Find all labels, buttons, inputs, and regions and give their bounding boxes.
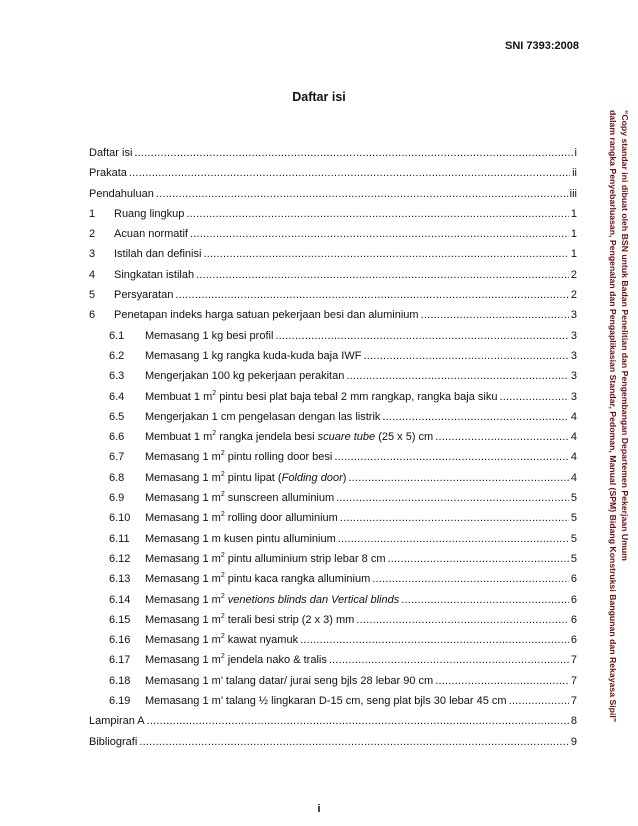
toc-entry-text: Memasang 1 m kusen pintu alluminium xyxy=(145,532,336,545)
toc-entry-text: Memasang 1 $m^2$ venetions blinds dan Vertical blinds xyxy=(145,592,400,606)
toc-entry-text: Memasang 1 $m^2$ terali besi strip (2 x 3) mm xyxy=(145,612,355,626)
toc-section-number: 6.12 xyxy=(109,552,131,565)
toc-entry-6-1[interactable] xyxy=(89,326,577,346)
toc-entry-6-12[interactable] xyxy=(89,549,577,569)
toc-page-number: 1 xyxy=(570,207,577,220)
toc-entry-6-19[interactable] xyxy=(89,691,577,711)
toc-entry-6-13[interactable] xyxy=(89,569,577,589)
copyright-side-note xyxy=(607,110,630,723)
toc-page-number: 3 xyxy=(570,349,577,362)
toc-entry-text: Memasang 1 $m^2$ pintu kaca rangka alluminium xyxy=(145,572,371,586)
dot-leader xyxy=(348,468,568,488)
dot-leader xyxy=(196,265,569,285)
toc-entry-text: Memasang 1 $m^2$ pintu rolling door besi xyxy=(145,450,333,464)
toc-entry-text: Daftar isi xyxy=(89,147,133,159)
toc-entry-text: Ruang lingkup xyxy=(114,207,185,220)
toc-entry-text: Pendahuluan xyxy=(89,187,154,200)
toc-entry-pendahuluan[interactable] xyxy=(89,184,577,204)
dot-leader xyxy=(340,508,569,528)
dot-leader xyxy=(156,184,568,204)
toc-entry-6-15[interactable] xyxy=(89,610,577,630)
toc-section-number: 6 xyxy=(89,309,96,322)
toc-entry-text: Istilah dan definisi xyxy=(114,248,202,261)
dot-leader xyxy=(329,650,569,670)
toc-entry-2[interactable] xyxy=(89,224,577,244)
toc-page-number: 7 xyxy=(570,695,577,708)
toc-entry-text: Membuat 1 $m^2$ rangka jendela besi scuare tube (25 x 5) cm xyxy=(145,430,434,444)
toc-entry-3[interactable] xyxy=(89,244,577,264)
toc-page-number: 2 xyxy=(570,268,577,281)
toc-section-number: 6.5 xyxy=(109,410,125,423)
toc-page-number: 5 xyxy=(570,532,577,545)
toc-entry-text: Memasang 1 kg rangka kuda-kuda baja IWF xyxy=(145,349,362,362)
dot-leader xyxy=(435,671,569,691)
toc-entry-6-2[interactable] xyxy=(89,346,577,366)
toc-section-number: 6.1 xyxy=(109,329,125,342)
toc-section-number: 6.6 xyxy=(109,431,125,444)
toc-page-number: 5 xyxy=(570,492,577,505)
toc-page-number: 2 xyxy=(570,289,577,302)
dot-leader xyxy=(139,732,569,752)
toc-section-number: 6.11 xyxy=(109,532,130,545)
toc-entry-text: Memasang 1 $m^2$ pintu lipat (Folding door) xyxy=(145,470,347,484)
document-code: SNI 7393:2008 xyxy=(505,40,579,52)
toc-section-number: 6.15 xyxy=(109,613,131,626)
toc-entry-1[interactable] xyxy=(89,204,577,224)
toc-page-number: 6 xyxy=(570,593,577,606)
toc-page-number: 4 xyxy=(570,451,577,464)
toc-page-number: 3 xyxy=(570,329,577,342)
toc-section-number: 6.19 xyxy=(109,695,131,708)
toc-entry-6-7[interactable] xyxy=(89,447,577,467)
toc-entry-6-3[interactable] xyxy=(89,366,577,386)
toc-page-number: 5 xyxy=(570,512,577,525)
dot-leader xyxy=(134,143,572,163)
dot-leader xyxy=(336,488,569,508)
toc-section-number: 6.13 xyxy=(109,573,131,586)
toc-page-number: 3 xyxy=(570,370,577,383)
toc-page-number: ii xyxy=(572,167,577,180)
toc-section-number: 6.16 xyxy=(109,634,131,647)
toc-section-number: 6.3 xyxy=(109,370,125,383)
toc-section-number: 4 xyxy=(89,268,96,281)
toc-entry-text: Memasang 1 $m^2$ pintu alluminium strip lebar 8 cm xyxy=(145,551,386,565)
toc-page-number: 1 xyxy=(570,228,577,241)
toc-entry-6-4[interactable] xyxy=(89,387,577,407)
toc-entry-text: Memasang 1 m’ talang datar/ jurai seng bjls 28 lebar 90 cm xyxy=(145,674,434,687)
dot-leader xyxy=(356,610,569,630)
toc-entry-lampiran-a[interactable] xyxy=(89,711,577,731)
toc-page-number: 7 xyxy=(570,674,577,687)
toc-entry-text: Acuan normatif xyxy=(114,228,188,241)
toc-page-number: 9 xyxy=(570,735,577,748)
toc-section-number: 6.10 xyxy=(109,512,131,525)
toc-page-number: 1 xyxy=(570,248,577,261)
dot-leader xyxy=(275,326,568,346)
page-title: Daftar isi xyxy=(292,90,346,104)
dot-leader xyxy=(129,163,570,183)
dot-leader xyxy=(203,244,568,264)
dot-leader xyxy=(147,711,569,731)
dot-leader xyxy=(186,204,569,224)
dot-leader xyxy=(338,529,569,549)
toc-entry-6-8[interactable] xyxy=(89,468,577,488)
toc-entry-text: Memasang 1 $m^2$ jendela nako & tralis xyxy=(145,653,327,667)
toc-entry-text: Mengerjakan 100 kg pekerjaan perakitan xyxy=(145,370,345,383)
toc-entry-daftar-isi[interactable] xyxy=(89,143,577,163)
toc-section-number: 3 xyxy=(89,248,96,261)
toc-entry-6-6[interactable] xyxy=(89,427,577,447)
toc-entry-text: Penetapan indeks harga satuan pekerjaan besi dan aluminium xyxy=(114,309,419,322)
toc-page-number: 5 xyxy=(570,552,577,565)
toc-section-number: 6.17 xyxy=(109,654,131,667)
toc-page-number: 3 xyxy=(570,390,577,403)
toc-entry-text: Memasang 1 $m^2$ rolling door alluminium xyxy=(145,511,338,525)
toc-entry-4[interactable] xyxy=(89,265,577,285)
dot-leader xyxy=(190,224,569,244)
dot-leader xyxy=(499,387,568,407)
side-note-line-1: “Copy standar ini dibuat oleh BSN untuk Badan Penelitian dan Pengembangan Departemen Pekerjaan Umum xyxy=(620,110,630,561)
toc-entry-6-14[interactable] xyxy=(89,590,577,610)
toc-entry-text: Memasang 1 m’ talang ½ lingkaran D-15 cm, seng plat bjls 30 lebar 45 cm xyxy=(145,695,507,708)
toc-section-number: 6.7 xyxy=(109,451,125,464)
toc-section-number: 6.8 xyxy=(109,471,125,484)
toc-section-number: 2 xyxy=(89,228,96,241)
page-number: i xyxy=(317,803,321,815)
toc-entry-text: Singkatan istilah xyxy=(114,268,195,281)
toc-section-number: 6.18 xyxy=(109,674,131,687)
dot-leader xyxy=(509,691,569,711)
toc-entry-6-17[interactable] xyxy=(89,650,577,670)
dot-leader xyxy=(300,630,569,650)
toc-section-number: 6.4 xyxy=(109,390,125,403)
toc-section-number: 6.14 xyxy=(109,593,131,606)
toc-entry-text: Memasang 1 $m^2$ sunscreen alluminium xyxy=(145,491,335,505)
toc-page-number: 4 xyxy=(570,471,577,484)
toc-page-number: 6 xyxy=(570,613,577,626)
toc-section-number: 1 xyxy=(89,207,96,220)
toc-entry-text: Bibliografi xyxy=(89,735,138,748)
toc-entry-6-18[interactable] xyxy=(89,671,577,691)
toc-page-number: 4 xyxy=(570,431,577,444)
dot-leader xyxy=(421,305,569,325)
toc-entry-text: Membuat 1 $m^2$ pintu besi plat baja tebal 2 mm rangkap, rangka baja siku xyxy=(145,389,498,403)
toc-entry-6-16[interactable] xyxy=(89,630,577,650)
toc-section-number: 5 xyxy=(89,289,96,302)
dot-leader xyxy=(346,366,569,386)
dot-leader xyxy=(175,285,569,305)
table-of-contents xyxy=(89,143,577,752)
dot-leader xyxy=(382,407,568,427)
dot-leader xyxy=(435,427,569,447)
toc-entry-text: Lampiran A xyxy=(89,715,145,728)
toc-page-number: i xyxy=(574,147,577,159)
toc-entry-text: Memasang 1 kg besi profil xyxy=(145,329,274,342)
toc-entry-5[interactable] xyxy=(89,285,577,305)
toc-page-number: 7 xyxy=(570,654,577,667)
toc-entry-6[interactable] xyxy=(89,305,577,325)
toc-entry-bibliografi[interactable] xyxy=(89,732,577,752)
toc-page-number: 6 xyxy=(570,573,577,586)
toc-page-number: 4 xyxy=(570,410,577,423)
toc-page-number: 6 xyxy=(570,634,577,647)
toc-entry-text: Persyaratan xyxy=(114,289,174,302)
toc-entry-6-9[interactable] xyxy=(89,488,577,508)
toc-section-number: 6.9 xyxy=(109,492,125,505)
toc-entry-6-10[interactable] xyxy=(89,508,577,528)
toc-section-number: 6.2 xyxy=(109,349,125,362)
toc-page-number: 8 xyxy=(570,715,577,728)
side-note-line-2: dalam rangka Penyebarluasan, Pengenalan dan Pengaplikasian Standar, Pedoman, Manual (SPM) Bidang Konstruksi Bangunan dan Rekayasa Sipil” xyxy=(608,110,619,723)
dot-leader xyxy=(334,447,569,467)
toc-entry-prakata[interactable] xyxy=(89,163,577,183)
dot-leader xyxy=(401,590,569,610)
dot-leader xyxy=(363,346,568,366)
toc-page-number: iii xyxy=(569,187,577,200)
toc-entry-6-11[interactable] xyxy=(89,529,577,549)
toc-entry-text: Mengerjakan 1 cm pengelasan dengan las listrik xyxy=(145,410,381,423)
dot-leader xyxy=(372,569,569,589)
toc-entry-6-5[interactable] xyxy=(89,407,577,427)
toc-entry-text: Prakata xyxy=(89,167,127,180)
toc-entry-text: Memasang 1 $m^2$ kawat nyamuk xyxy=(145,633,299,647)
toc-page-number: 3 xyxy=(570,309,577,322)
dot-leader xyxy=(388,549,569,569)
